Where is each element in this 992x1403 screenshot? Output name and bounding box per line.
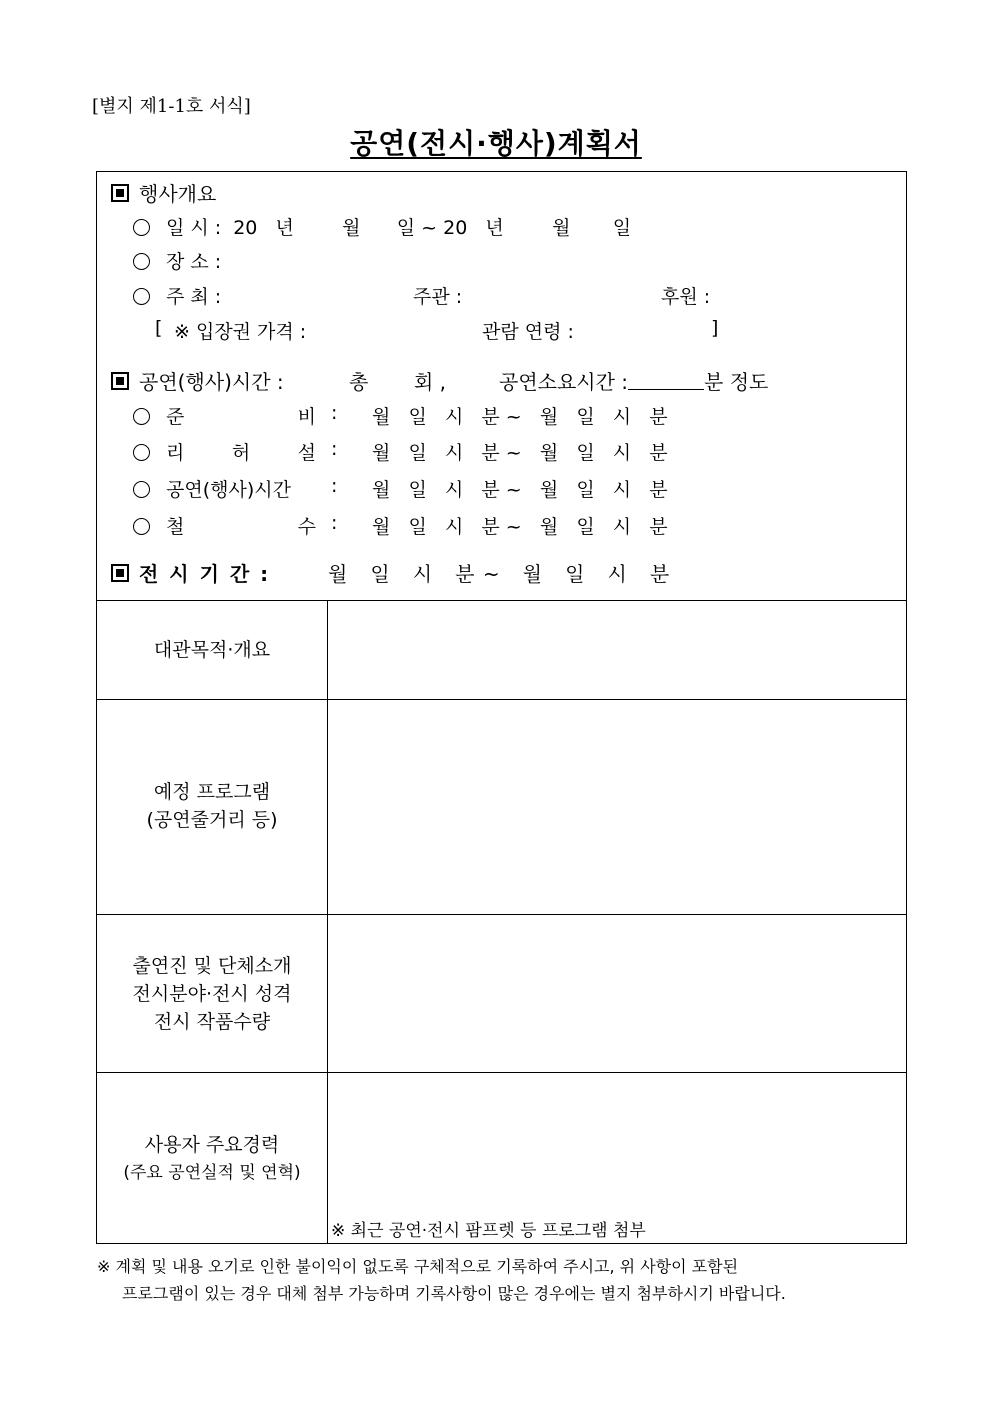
filled-square-icon [111, 564, 129, 582]
schedule-colon: : [331, 438, 338, 460]
circle-icon [133, 219, 150, 236]
program-label-line1: 예정 프로그램 [153, 781, 271, 803]
schedule-label-rehearsal: 리 허 설 [166, 442, 316, 464]
place-row [133, 247, 221, 274]
schedule-row-teardown [133, 512, 316, 539]
performers-label-line3: 전시 작품수량 [153, 1011, 271, 1033]
form-reference: [별지 제1-1호 서식] [92, 96, 251, 117]
filled-square-icon [111, 184, 129, 202]
schedule-colon: : [331, 512, 338, 534]
sponsor-label: 후원 : [661, 286, 711, 308]
schedule-row-rehearsal [133, 438, 316, 465]
duration-blank [628, 373, 704, 390]
count-label: 회 , [414, 370, 447, 394]
footnote-line2: 프로그램이 있는 경우 대체 첨부 가능하며 기록사항이 많은 경우에는 별지 첨부하시기 바랍니다. [122, 1284, 786, 1303]
divider-performers-bottom [96, 1072, 907, 1073]
circle-icon [133, 408, 150, 425]
ticket-open-bracket: [ [155, 317, 163, 339]
schedule-label-show: 공연(행사)시간 [166, 479, 291, 501]
ticket-price-label: ※ 입장권 가격 : [174, 321, 307, 343]
table-column-divider [327, 600, 328, 1244]
overview-header-text: 행사개요 [139, 182, 217, 206]
schedule-colon: : [331, 475, 338, 497]
footnote-line1: ※ 계획 및 내용 오기로 인한 불이익이 없도록 구체적으로 기록하여 주시고, 위 사항이 포함된 [97, 1257, 739, 1276]
schedule-row-prep [133, 402, 316, 429]
host-label: 주 최 : [166, 286, 222, 308]
filled-square-icon [111, 372, 129, 390]
place-label: 장 소 : [166, 251, 222, 273]
schedule-rehearsal: 월 일 시 분 ~ 월 일 시 분 [372, 442, 668, 464]
divider-purpose-bottom [96, 699, 907, 700]
schedule-teardown: 월 일 시 분 ~ 월 일 시 분 [372, 516, 668, 538]
duration-row [499, 366, 768, 395]
divider-overview-bottom [96, 600, 907, 601]
organizer-label: 주관 : [413, 286, 463, 308]
schedule-prep: 월 일 시 분 ~ 월 일 시 분 [372, 406, 668, 428]
schedule-colon: : [331, 402, 338, 424]
career-attachment-note: ※ 최근 공연·전시 팜프렛 등 프로그램 첨부 [331, 1221, 646, 1241]
circle-icon [133, 481, 150, 498]
schedule-show: 월 일 시 분 ~ 월 일 시 분 [372, 479, 668, 501]
time-header [111, 366, 284, 395]
exhibit-header-text: 전 시 기 간 : [139, 562, 271, 586]
time-header-text: 공연(행사)시간 : [139, 370, 284, 394]
date-text: 20 년 월 일 ~ 20 년 월 일 [233, 217, 632, 239]
ticket-close-bracket: ] [711, 317, 719, 339]
career-label-line1: 사용자 주요경력 [144, 1134, 280, 1156]
performers-label-line1: 출연진 및 단체소개 [132, 955, 292, 977]
performers-label [97, 952, 327, 1036]
duration-unit: 분 정도 [704, 370, 769, 394]
circle-icon [133, 253, 150, 270]
circle-icon [133, 518, 150, 535]
program-label [97, 778, 327, 834]
performers-label-line2: 전시분야·전시 성격 [132, 983, 292, 1005]
schedule-row-show [133, 475, 316, 502]
purpose-label: 대관목적·개요 [153, 639, 271, 661]
career-label-line2: (주요 공연실적 및 연혁) [123, 1163, 301, 1183]
circle-icon [133, 444, 150, 461]
exhibit-schedule: 월 일 시 분 ~ 월 일 시 분 [328, 562, 671, 586]
exhibit-header [111, 558, 270, 587]
circle-icon [133, 288, 150, 305]
divider-program-bottom [96, 914, 907, 915]
overview-header [111, 178, 216, 207]
total-label: 총 [349, 370, 369, 394]
date-label: 일 시 : [166, 217, 222, 239]
date-row [133, 213, 631, 240]
schedule-label-prep: 준 비 [166, 406, 316, 428]
schedule-label-teardown: 철 수 [166, 516, 316, 538]
program-label-line2: (공연줄거리 등) [146, 809, 278, 831]
host-row [133, 282, 221, 309]
career-label [97, 1131, 327, 1187]
duration-label: 공연소요시간 : [499, 370, 629, 394]
page-title-text: 공연(전시·행사)계획서 [350, 127, 642, 160]
age-label: 관람 연령 : [482, 321, 574, 343]
page-title [0, 122, 992, 162]
